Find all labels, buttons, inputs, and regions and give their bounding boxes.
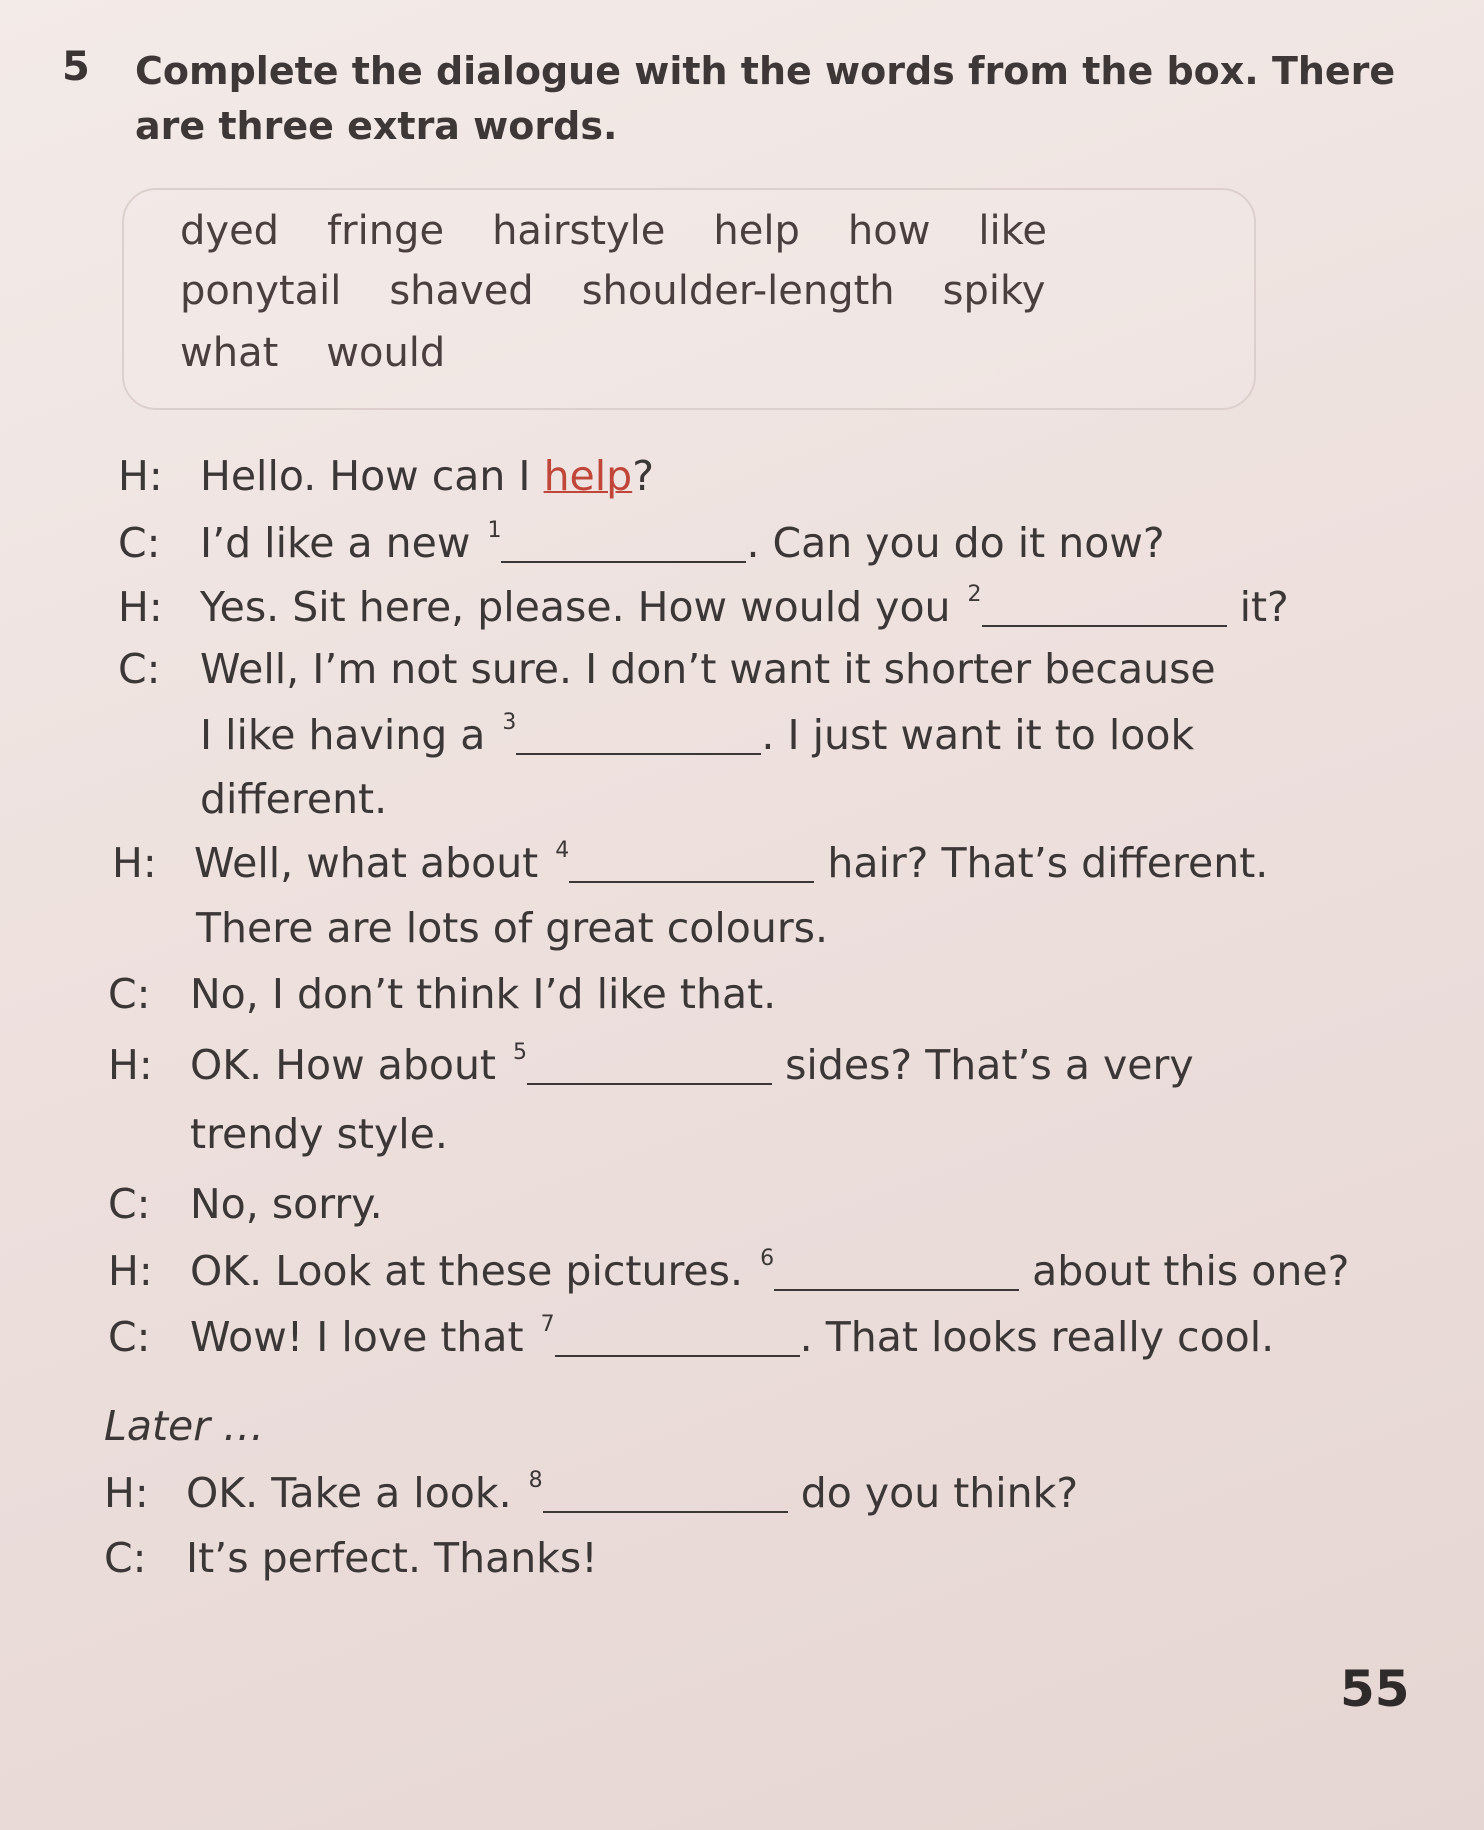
speaker-label: H: [108, 1041, 153, 1089]
line-text: OK. Take a look. [186, 1469, 525, 1517]
speaker-label: H: [118, 452, 163, 500]
gap-number: 1 [487, 518, 502, 543]
gap-number: 4 [555, 838, 570, 863]
line-text: There are lots of great colours. [196, 904, 829, 952]
answer-gap-1[interactable] [501, 525, 746, 563]
line-text: I like having a [200, 711, 499, 759]
line-text: Well, I’m not sure. I don’t want it shorter because [200, 645, 1216, 693]
speaker-label: C: [118, 645, 161, 693]
dialogue-line [118, 518, 1165, 567]
word-box-word: like [978, 208, 1047, 254]
speaker-label: H: [118, 583, 163, 631]
word-box-word: fringe [327, 208, 445, 254]
word-box-word: how [847, 208, 931, 254]
line-text: Yes. Sit here, please. How would you [200, 583, 964, 631]
line-text: . That looks really cool. [799, 1313, 1275, 1361]
page-number: 55 [1340, 1660, 1410, 1718]
dialogue-line [118, 582, 1289, 631]
word-box-word: hairstyle [492, 208, 666, 254]
speaker-label: C: [108, 970, 151, 1018]
word-box-word: what [180, 330, 279, 376]
dialogue-line [108, 1312, 1274, 1361]
word-box-row-1 [180, 208, 1095, 254]
filled-answer: help [543, 452, 633, 500]
speaker-label: C: [108, 1180, 151, 1228]
line-text: . I just want it to look [761, 711, 1195, 759]
line-text: OK. Look at these pictures. [190, 1247, 757, 1295]
word-box-row-3 [180, 330, 493, 376]
line-text: I’d like a new [200, 519, 484, 567]
line-text: It’s perfect. Thanks! [186, 1534, 598, 1582]
speaker-label: H: [112, 839, 157, 887]
dialogue-line [108, 1040, 1194, 1089]
line-text: No, I don’t think I’d like that. [190, 970, 777, 1018]
word-box-word: dyed [180, 208, 280, 254]
speaker-label: H: [104, 1469, 149, 1517]
line-text: Well, what about [194, 839, 552, 887]
answer-gap-3[interactable] [516, 717, 761, 755]
later-heading: Later … [104, 1402, 265, 1450]
gap-number: 3 [502, 710, 517, 735]
line-text: different. [200, 775, 388, 823]
dialogue-line [108, 1180, 383, 1228]
dialogue-line [104, 1534, 598, 1582]
word-box-word: help [713, 208, 800, 254]
dialogue-line [108, 970, 776, 1018]
gap-number: 5 [513, 1040, 528, 1065]
answer-gap-4[interactable] [569, 845, 814, 883]
word-box-word: spiky [942, 268, 1046, 314]
gap-number: 2 [967, 582, 982, 607]
gap-number: 8 [528, 1468, 543, 1493]
speaker-label: H: [108, 1247, 153, 1295]
line-text: . Can you do it now? [746, 519, 1165, 567]
dialogue-line [108, 1246, 1349, 1295]
answer-gap-8[interactable] [543, 1475, 788, 1513]
word-box-row-2 [180, 268, 1093, 314]
word-box-word: shaved [389, 268, 534, 314]
line-text: hair? That’s different. [814, 839, 1269, 887]
answer-gap-6[interactable] [774, 1253, 1019, 1291]
line-text: sides? That’s a very [772, 1041, 1194, 1089]
dialogue-line [118, 452, 654, 500]
answer-gap-5[interactable] [527, 1047, 772, 1085]
line-text: about this one? [1019, 1247, 1350, 1295]
word-box-word: would [326, 330, 446, 376]
line-text: OK. How about [190, 1041, 510, 1089]
speaker-label: C: [118, 519, 161, 567]
line-text: ? [632, 452, 654, 500]
dialogue-line [112, 838, 1268, 887]
word-box-word: ponytail [180, 268, 342, 314]
line-text: No, sorry. [190, 1180, 383, 1228]
gap-number: 7 [540, 1312, 555, 1337]
answer-gap-2[interactable] [982, 589, 1227, 627]
dialogue-line [200, 775, 387, 823]
dialogue-line [196, 904, 828, 952]
speaker-label: C: [104, 1534, 147, 1582]
dialogue-line [104, 1468, 1078, 1517]
dialogue-line [200, 710, 1194, 759]
dialogue-line [118, 645, 1216, 693]
dialogue-line [190, 1110, 448, 1158]
speaker-label: C: [108, 1313, 151, 1361]
line-text: do you think? [787, 1469, 1079, 1517]
line-text: Wow! I love that [190, 1313, 537, 1361]
exercise-number: 5 [62, 44, 90, 90]
exercise-instruction: Complete the dialogue with the words from the box. There are three extra words. [135, 49, 1396, 148]
line-text: Hello. How can I [200, 452, 544, 500]
gap-number: 6 [760, 1246, 775, 1271]
line-text: it? [1226, 583, 1289, 631]
line-text: trendy style. [190, 1110, 448, 1158]
word-box-word: shoulder-length [581, 268, 895, 314]
answer-gap-7[interactable] [555, 1319, 800, 1357]
